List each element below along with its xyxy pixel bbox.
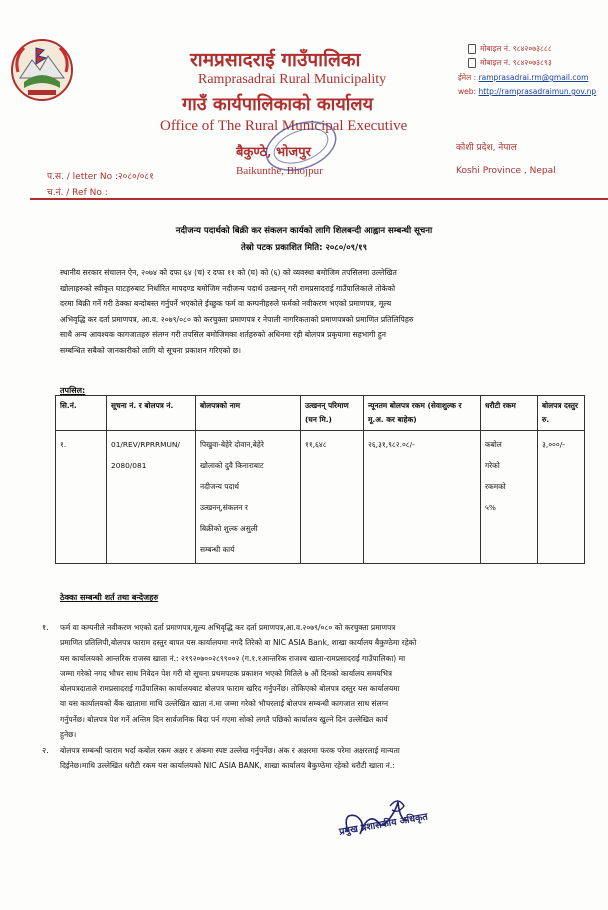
signatory-title: प्रमुख प्रशासकीय अधिकृत <box>338 811 429 838</box>
cell-name: पिखुवा-बेहेरे दोवान,बेहेरे खोलाको दुवै किनाराबाट नदीजन्य पदार्थ उत्खनन्,संकलन र बिक्रीको शुल्क असुली सम्बन्धी कार्य <box>196 431 301 564</box>
header-name: बोलपत्रको नाम <box>196 396 301 431</box>
condition-2: बोलपत्र सम्बन्धी फाराम भर्दा कबोल रकम अक्षर र अंकमा स्पष्ट उल्लेख गर्नुपर्नेछ। अंक र अक्षरमा फरक परेमा अक्षरलाई मान्यता दिईनेछ।माथि उल्लेखित धरौटी रकम यस कार्यालयको NIC ASIA BANK, शाखा कार्यालय बैकुण्ठेमा रहेको धरौटी खाता नं.: <box>60 746 400 771</box>
cell-fee: ३,०००/- <box>538 431 585 564</box>
office-seal-icon <box>262 118 340 174</box>
municipality-name-nepali: रामप्रसादराई गाउँपालिका <box>190 49 361 71</box>
phone-2: मोबाइल नं. ९८४२०७३८९३ <box>468 58 552 68</box>
condition-1: फर्म वा कम्पनीले नवीकरण भएको दर्ता प्रमाणपत्र,मूल्य अभिवृद्धि कर दर्ता प्रमाणपत्र,आ.व.२०७९/०८० को करचुक्ता प्रमाणपत्र प्रमाणित प्रतिलिपी,बोलपत्र फाराम दस्तुर बापत यस कार्यालयमा नगदै तिरेको वा NIC ASIA Bank, शाखा कार्यालय बैकुण्ठेमा रहेको यस कार्यालयको आन्तरिक राजस्व खाता नं.: २१९२०७००२८९९००२ (ग.१.१आन्तरिक राजश्व खाता-रामप्रसादराई गाउँपालिका) मा जम्मा गरेको नगद भौचर साथ निवेदन पेश गरी यो सूचना प्रथमपटक प्रकाशन भएको मितिले ७ औं दिनको कार्यालय समयभित्र बोलपत्रदाताले रामप्रसादराई गाउँपालिका कार्यालयबाट बोलपत्र फाराम खरिद गर्नुपर्नेछ। तोकिएको बोलपत्र दस्तुर यस कार्यालयमा वा यस कार्यालयको बैंक खातामा माथि उल्लेखित खाता नं.मा जम्मा गरेको भौचरलाई बोलपत्र सम्बन्धी कागजात साथ संलग्न गर्नुपर्नेछ। बोलपत्र पेश गर्ने अन्तिम दिन सार्वजनिक बिदा पर्न गएमा सोको लगतै पछिको कार्यालय खुल्ने दिन उल्लेखित कार्य हुनेछ। <box>60 623 417 740</box>
cell-sn: १. <box>56 431 107 564</box>
condition-2-number: २. <box>42 746 49 755</box>
phone-1: मोबाइल नं. ९८४२०७३८८८ <box>468 44 552 54</box>
cell-volume: ११,६४८ <box>301 431 364 564</box>
cell-notice-no: 01/REV/RPRRMUN/ 2080/081 <box>107 431 196 564</box>
cell-min-amount: २६,३१,९८२.०८/- <box>364 431 481 564</box>
header-guarantee: धरौटी रकम <box>481 396 538 431</box>
cell-guarantee: कबोल गरेको रकमको ५% <box>481 431 538 564</box>
table-label: तपसिल: <box>60 386 86 395</box>
ref-number: च.नं. / Ref No : <box>47 188 108 198</box>
province-nepali: कोशी प्रदेश, नेपाल <box>456 143 517 153</box>
header-divider <box>30 198 608 200</box>
header-volume: उत्खनन् परिमाण (घन मि.) <box>301 396 364 431</box>
location-english: Baikunthe, Bhojpur <box>236 165 323 177</box>
conditions-heading: ठेक्का सम्बन्धी शर्त तथा बन्देजहरु <box>60 593 159 602</box>
municipality-name-english: Ramprasadrai Rural Municipality <box>198 72 387 87</box>
province-english: Koshi Province , Nepal <box>456 166 556 176</box>
phone-icon <box>468 58 476 68</box>
letter-number: प.स. / letter No :२०८०/०८१ <box>47 172 154 182</box>
email-link[interactable]: ramprasadrai.rm@gmail.com <box>478 73 589 82</box>
location-nepali: बैकुण्ठे, भोजपुर <box>236 145 311 160</box>
web-line: web: http://ramprasadraimun.gov.np <box>458 87 597 96</box>
condition-1-number: १. <box>42 623 49 632</box>
phone-icon <box>468 44 476 54</box>
header-sn: सि.नं. <box>56 396 107 431</box>
tender-table <box>55 395 585 564</box>
nepal-emblem-icon <box>10 38 74 102</box>
header-min-amount: न्यूनतम बोलपत्र रकम (सेवाशुल्क र मू.अ. कर बाहेक) <box>364 396 481 431</box>
notice-title: नदीजन्य पदार्थको बिक्री कर संकलन कार्यको लागि शिलबन्दी आह्वान सम्बन्धी सूचना <box>175 226 433 236</box>
office-name-nepali: गाउँ कार्यपालिकाको कार्यालय <box>182 94 374 115</box>
email-line: ईमेल : ramprasadrai.rm@gmail.com <box>458 73 589 82</box>
table-header-row <box>56 396 585 431</box>
office-name-english: Office of The Rural Municipal Executive <box>160 118 408 134</box>
notice-subtitle: तेस्रो पटक प्रकाशित मिति: २०८०/०९/१९ <box>240 243 368 253</box>
notice-intro: स्थानीय सरकार संचालन ऐन, २०७४ को दफा ६४ (च) र दफा ११ को (घ) को (६) को व्यवस्था बमोजिम तपसिलमा उल्लेखित खोलाहरुको स्वीकृत घाटहरुबाट निर्धारित मापदण्ड बमोजिम नदीजन्य पदार्थ उत्खनन् गरी रामप्रसादराई गाउँपालिकाले तोकेको दरमा बिक्री गर्ने गरी ठेक्का बन्दोबस्त गर्नुपर्ने भएकोले ईच्छुक फर्म वा कम्पनीहरुले फर्मको नवीकरण भएको प्रमाणपत्र, मूल्य अभिवृद्धि कर दर्ता प्रमाणपत्र, आ.व. २०७९/०८० को करचुक्ता प्रमाणपत्र र नेपाली नागरिकताको प्रमाणपत्रको प्रमाणित प्रतिलिपिहरु साथै अन्य आवश्यक कागजातहरु संलग्न गरी तपसिल बमोजिमका शर्तहरुको अधिनमा रही बोलपत्र प्रकृयामा सहभागी हुन सम्बन्धित सबैको जानकारीको लागि यो सूचना प्रकाशन गरिएको छ। <box>60 268 414 355</box>
table-row <box>56 431 585 564</box>
header-notice-no: सूचना नं. र बोलपत्र नं. <box>107 396 196 431</box>
header-fee: बोलपत्र दस्तुर रु. <box>538 396 585 431</box>
website-link[interactable]: http://ramprasadraimun.gov.np <box>478 87 597 96</box>
